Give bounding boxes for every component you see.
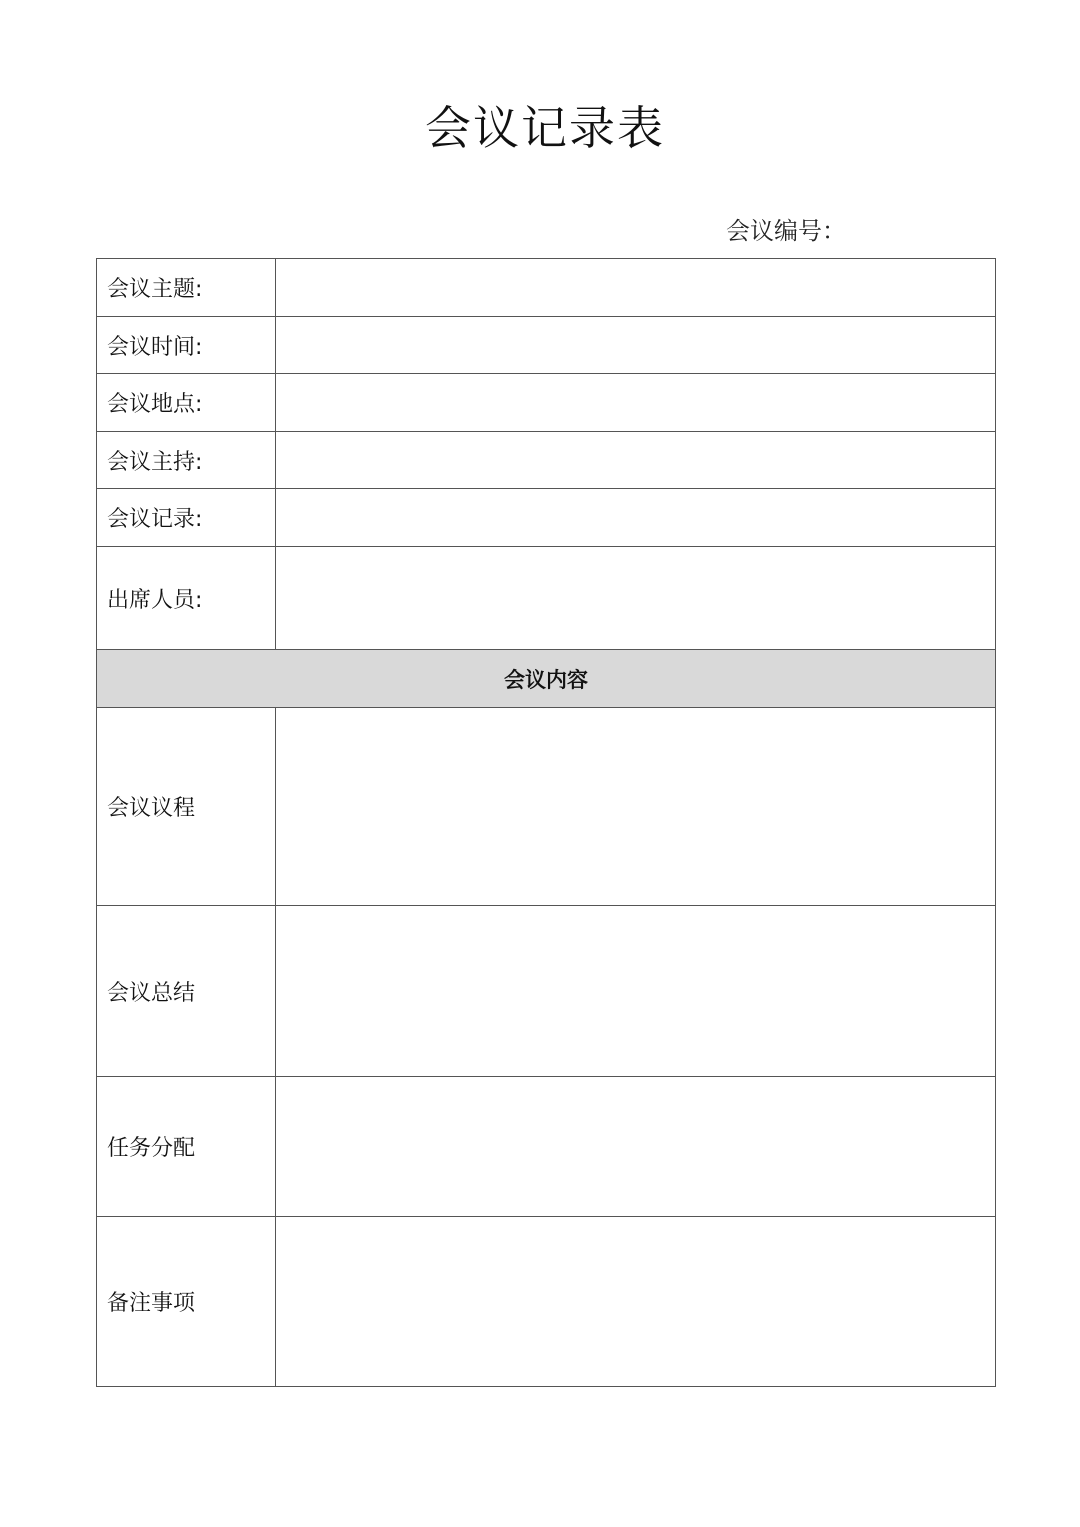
meeting-record-table <box>96 258 996 1387</box>
time-field[interactable] <box>276 317 996 374</box>
table-row <box>97 432 996 489</box>
label-summary: 会议总结 <box>97 906 276 1077</box>
table-row <box>97 489 996 547</box>
meeting-number-label: 会议编号： <box>726 217 846 245</box>
table-row <box>97 1077 996 1217</box>
notes-field[interactable] <box>276 1217 996 1387</box>
section-header-row <box>97 650 996 708</box>
topic-field[interactable] <box>276 259 996 317</box>
label-time: 会议时间: <box>97 317 276 374</box>
table-row <box>97 259 996 317</box>
host-field[interactable] <box>276 432 996 489</box>
table-row <box>97 547 996 650</box>
location-field[interactable] <box>276 374 996 432</box>
label-recorder: 会议记录: <box>97 489 276 547</box>
table-row <box>97 708 996 906</box>
label-tasks: 任务分配 <box>97 1077 276 1217</box>
label-agenda: 会议议程 <box>97 708 276 906</box>
table-row <box>97 906 996 1077</box>
summary-field[interactable] <box>276 906 996 1077</box>
agenda-field[interactable] <box>276 708 996 906</box>
label-location: 会议地点: <box>97 374 276 432</box>
recorder-field[interactable] <box>276 489 996 547</box>
label-host: 会议主持: <box>97 432 276 489</box>
tasks-field[interactable] <box>276 1077 996 1217</box>
section-header: 会议内容 <box>97 650 996 708</box>
table-row <box>97 374 996 432</box>
label-attendees: 出席人员: <box>97 547 276 650</box>
table-row <box>97 317 996 374</box>
attendees-field[interactable] <box>276 547 996 650</box>
page-title: 会议记录表 <box>425 101 665 155</box>
label-notes: 备注事项 <box>97 1217 276 1387</box>
table-row <box>97 1217 996 1387</box>
label-topic: 会议主题: <box>97 259 276 317</box>
